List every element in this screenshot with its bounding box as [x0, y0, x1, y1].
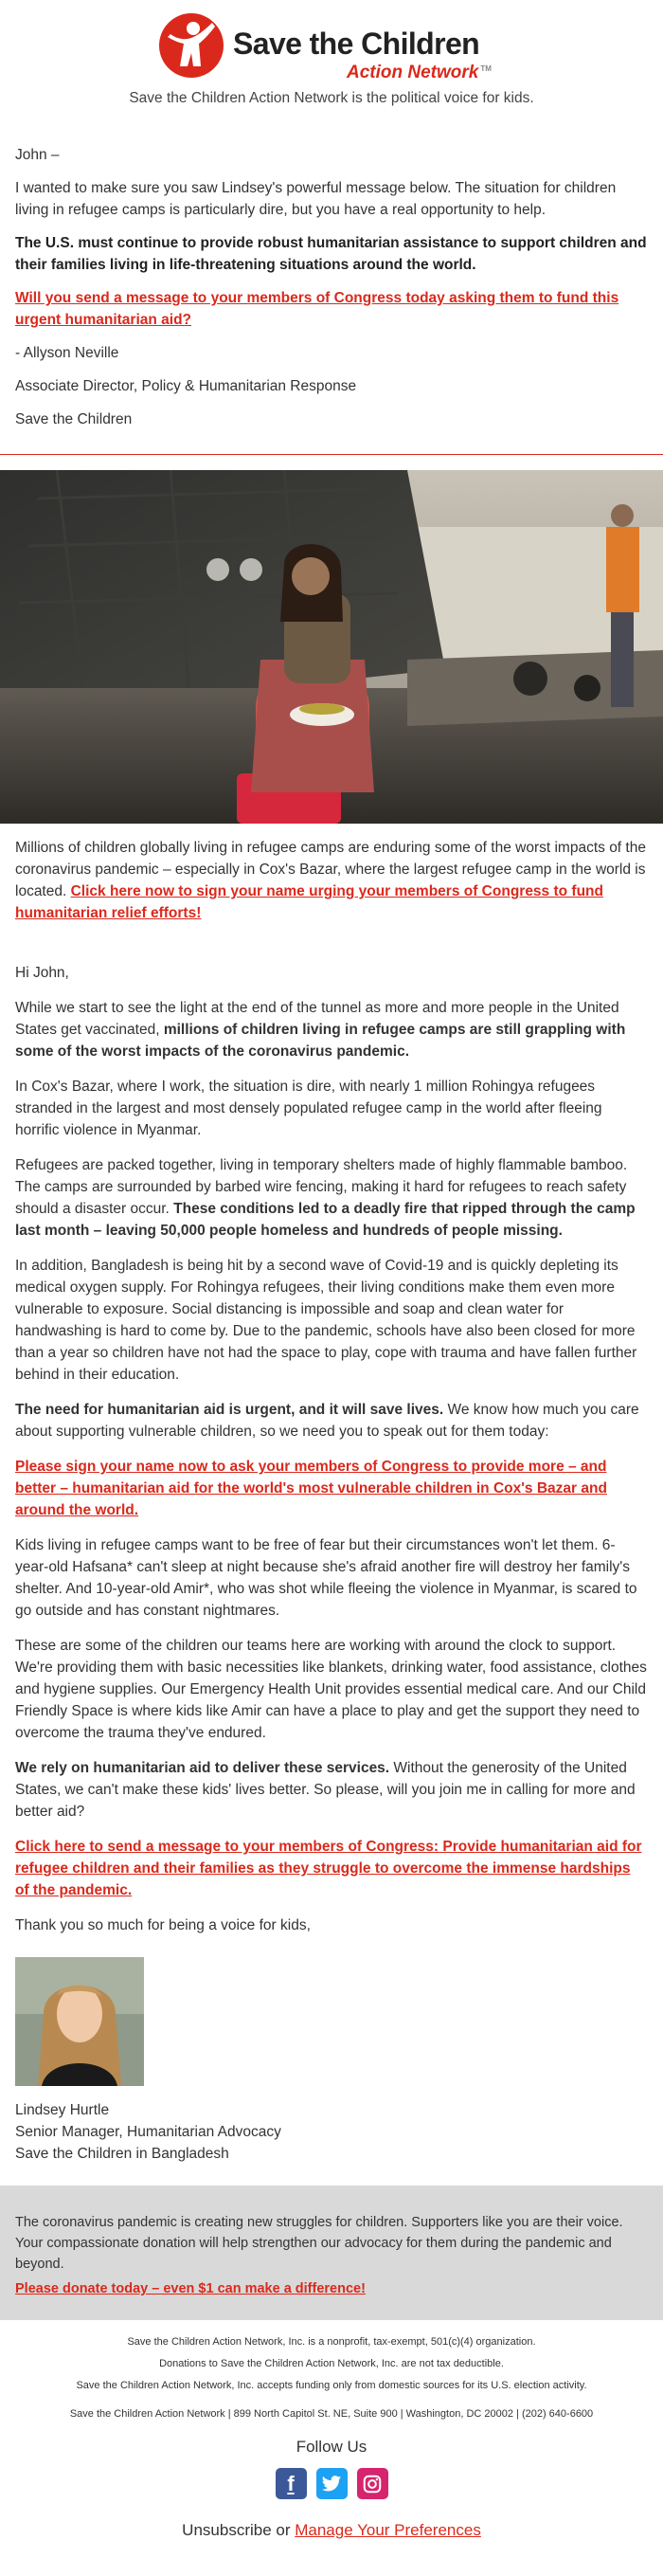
- twitter-bird-icon: [321, 2475, 342, 2494]
- letter-paragraph-4: In addition, Bangladesh is being hit by a second wave of Covid-19 and is quickly depleting its medical oxygen supply. For Rohingya refugees, their living conditions make them even more vulnerable to exposure. Social distancing is impossible and soap and clean water for handwashing is hard to come by. Due to the pandemic, schools have also been closed for more than a year so children have not had the space to play, cope with trauma and have fallen further behind in their education.: [15, 1258, 637, 1383]
- letter-paragraph-5: [15, 1399, 648, 1442]
- footer: [0, 2320, 663, 2542]
- letter-link-paragraph-3: [15, 1836, 648, 1901]
- donate-text: The coronavirus pandemic is creating new struggles for children. Supporters like you are their voice. Your compassionate donation will help strengthen our advocacy for them during the pandemic and beyond.: [15, 2215, 623, 2272]
- instagram-icon[interactable]: [357, 2468, 388, 2499]
- donate-box: [0, 2186, 663, 2320]
- letter-paragraph-3: [15, 1154, 648, 1242]
- intro-paragraph: I wanted to make sure you saw Lindsey's powerful message below. The situation for children living in refugee camps is particularly dire, but you have a real opportunity to help.: [15, 180, 617, 218]
- hero-photo: [0, 470, 663, 824]
- letter-paragraph-7: These are some of the children our teams here are working with around the clock to support. We're providing them with basic necessities like blankets, drinking water, food assistance, clothes and hygiene supplies. Our Emergency Health Unit provides essential medical care. And our Child Friendly Space is where kids like Amir can have a place to play and get the support they need to overcome the trauma they've endured.: [15, 1638, 647, 1741]
- follow-us-label: Follow Us: [296, 2438, 367, 2456]
- p8-bold: We rely on humanitarian aid to deliver these services.: [15, 1760, 390, 1776]
- sign-name-link[interactable]: Please sign your name now to ask your members of Congress to provide more – and better – humanitarian aid for the world's most vulnerable children in Cox's Bazar and around the world.: [15, 1459, 607, 1518]
- p3-bold: These conditions led to a deadly fire that ripped through the camp last month – leaving 50,000 people homeless and hundreds of people missing.: [15, 1201, 636, 1239]
- letter-link-paragraph-2: [15, 1456, 648, 1521]
- send-message-link[interactable]: Click here to send a message to your members of Congress: Provide humanitarian aid for refugee children and their families as they struggle to overcome the immense hardships of the pandemic.: [15, 1839, 642, 1898]
- letter-greeting: Hi John,: [15, 965, 69, 981]
- logo-subtitle: [347, 63, 492, 83]
- intro-cta-paragraph: [15, 287, 648, 331]
- letter-paragraph-6: Kids living in refugee camps want to be free of fear but their circumstances won't let them. 6-year-old Hafsana* can't sleep at night because she's afraid another fire will destroy her family's shelter. And 10-year-old Amir*, who was shot while fleeing the violence in Myanmar, is scared to go outside and has constant nightmares.: [15, 1537, 637, 1619]
- letter-signature: [15, 2099, 648, 2165]
- letter-sig-title: Senior Manager, Humanitarian Advocacy: [15, 2124, 281, 2140]
- logo[interactable]: [157, 11, 517, 85]
- p8-text: Without the generosity of the United States, we can't make these kids' lives better. So please, will you join me in calling for more and better aid?: [15, 1760, 636, 1820]
- signer-photo: [15, 1957, 144, 2086]
- footer-line-1: Save the Children Action Network, Inc. is a nonprofit, tax-exempt, 501(c)(4) organization.: [127, 2336, 536, 2348]
- unsubscribe-line: [0, 2518, 663, 2542]
- tagline: Save the Children Action Network is the political voice for kids.: [129, 90, 534, 106]
- intro-signature: [15, 342, 648, 430]
- instagram-camera-icon: [362, 2474, 383, 2494]
- letter-sig-org: Save the Children in Bangladesh: [15, 2146, 229, 2162]
- intro-sig-title: Associate Director, Policy & Humanitarian Response: [15, 378, 357, 394]
- trademark: TM: [480, 63, 492, 73]
- letter-thanks: Thank you so much for being a voice for kids,: [15, 1917, 311, 1933]
- footer-line-3: Save the Children Action Network, Inc. accepts funding only from domestic sources for its U.S. election activity.: [76, 2380, 587, 2391]
- letter-paragraph-2: In Cox's Bazar, where I work, the situation is dire, with nearly 1 million Rohingya refugees stranded in the largest and most densely populated refugee camp in the world after fleeing horrific violence in Myanmar.: [15, 1079, 602, 1138]
- facebook-icon[interactable]: f: [276, 2468, 307, 2499]
- logo-title: Save the Children: [233, 27, 480, 61]
- p5-text: We know how much you care about supporting vulnerable children, so we need you to speak out for them today:: [15, 1402, 639, 1440]
- donate-link-paragraph: [15, 2278, 648, 2299]
- p3-text: Refugees are packed together, living in temporary shelters made of highly flammable bamboo. The camps are surrounded by barbed wire fencing, making it hard for refugees to reach safety should a disaster occur.: [15, 1157, 628, 1217]
- logo-subtitle-text: Action Network: [347, 63, 479, 82]
- footer-line-2: Donations to Save the Children Action Network, Inc. are not tax deductible.: [159, 2358, 504, 2369]
- intro-bold-paragraph: The U.S. must continue to provide robust humanitarian assistance to support children and their families living in life-threatening situations around the world.: [15, 235, 647, 273]
- intro-sig-name: - Allyson Neville: [15, 345, 119, 361]
- manage-preferences-link[interactable]: Manage Your Preferences: [295, 2521, 481, 2539]
- section-divider: [0, 454, 663, 455]
- intro-section: [0, 106, 663, 430]
- letter-paragraph-1: [15, 997, 648, 1062]
- header: [0, 0, 663, 106]
- donate-link[interactable]: Please donate today – even $1 can make a difference!: [15, 2281, 366, 2296]
- p1-text: While we start to see the light at the end of the tunnel as more and more people in the United States get vaccinated,: [15, 1000, 619, 1038]
- hero-caption-link[interactable]: Click here now to sign your name urging your members of Congress to fund humanitarian relief efforts!: [15, 883, 603, 921]
- unsubscribe-text[interactable]: Unsubscribe or: [182, 2521, 296, 2539]
- footer-address: Save the Children Action Network | 899 North Capitol St. NE, Suite 900 | Washington, DC 20002 | (202) 640-6600: [69, 2408, 594, 2420]
- hero-caption-text: Millions of children globally living in refugee camps are enduring some of the worst impacts of the coronavirus pandemic – especially in Cox's Bazar, where the largest refugee camp in the world is located.: [15, 840, 646, 899]
- logo-mark-icon: [157, 11, 225, 80]
- letter-body: [0, 837, 663, 2165]
- intro-greeting: John –: [15, 147, 60, 163]
- p5-bold: The need for humanitarian aid is urgent, and it will save lives.: [15, 1402, 444, 1418]
- social-links: [0, 2468, 663, 2499]
- hero-caption: [15, 837, 648, 924]
- twitter-icon[interactable]: [316, 2468, 348, 2499]
- p1-bold: millions of children living in refugee camps are still grappling with some of the worst impacts of the coronavirus pandemic.: [15, 1022, 626, 1060]
- intro-cta-link[interactable]: Will you send a message to your members of Congress today asking them to fund this urgent humanitarian aid?: [15, 290, 619, 328]
- intro-sig-org: Save the Children: [15, 411, 133, 427]
- letter-paragraph-8: [15, 1757, 648, 1823]
- letter-sig-name: Lindsey Hurtle: [15, 2102, 110, 2118]
